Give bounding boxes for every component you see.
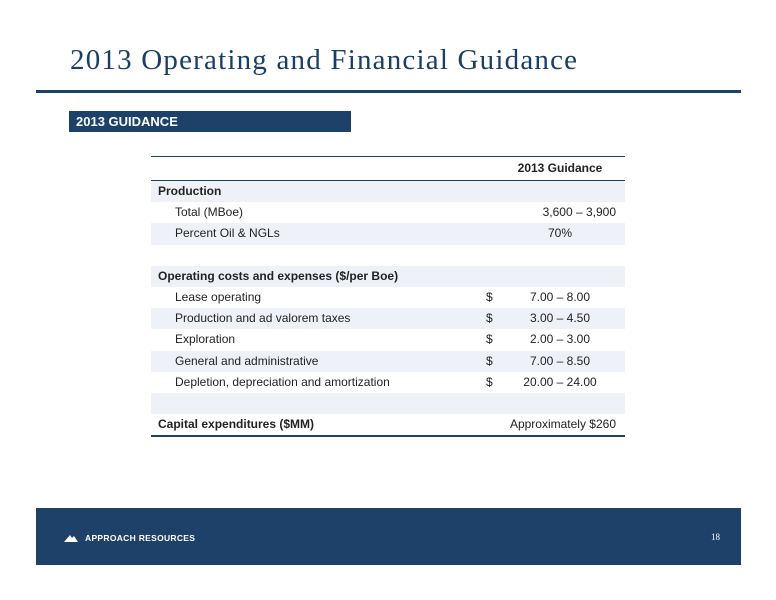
table-row-general-admin xyxy=(151,351,625,372)
guidance-table xyxy=(151,156,625,437)
title-divider xyxy=(36,90,741,93)
row-value: 3.00 – 4.50 xyxy=(529,311,591,326)
table-row-percent-oil xyxy=(151,223,625,244)
row-label: Exploration xyxy=(175,332,236,347)
table-row-production xyxy=(151,181,625,202)
row-value: 7.00 – 8.50 xyxy=(529,353,591,368)
approach-mountain-icon xyxy=(64,534,78,542)
table-row-spacer xyxy=(151,393,625,414)
table-row-lease-operating xyxy=(151,287,625,308)
table-header-row xyxy=(151,157,625,181)
column-header: 2013 Guidance xyxy=(517,161,603,175)
row-label: Percent Oil & NGLs xyxy=(175,226,280,241)
row-label: Production xyxy=(158,184,222,198)
dollar-sign: $ xyxy=(486,353,493,368)
row-label: Total (MBoe) xyxy=(175,205,244,220)
page-number: 18 xyxy=(711,532,720,542)
row-value: 7.00 – 8.00 xyxy=(529,289,591,304)
row-value: 2.00 – 3.00 xyxy=(529,332,591,347)
row-label: Depletion, depreciation and amortization xyxy=(175,374,390,389)
row-value: Approximately $260 xyxy=(509,417,616,432)
page-title: 2013 Operating and Financial Guidance xyxy=(70,44,579,76)
dollar-sign: $ xyxy=(486,289,493,304)
table-row-exploration xyxy=(151,329,625,350)
table-row-production-taxes xyxy=(151,308,625,329)
table-row-operating-costs xyxy=(151,266,625,287)
dollar-sign: $ xyxy=(486,374,493,389)
section-label: 2013 GUIDANCE xyxy=(69,111,351,132)
row-label: Lease operating xyxy=(175,289,262,304)
row-label: Operating costs and expenses ($/per Boe) xyxy=(158,268,399,283)
row-value: 3,600 – 3,900 xyxy=(542,205,616,220)
dollar-sign: $ xyxy=(486,311,493,326)
table-row-spacer xyxy=(151,245,625,266)
footer-bar xyxy=(36,508,741,565)
table-row-total-mboe xyxy=(151,202,625,223)
table-row-dda xyxy=(151,372,625,393)
dollar-sign: $ xyxy=(486,332,493,347)
row-label: General and administrative xyxy=(175,353,319,368)
table-row-capex xyxy=(151,414,625,435)
company-name: APPROACH RESOURCES xyxy=(85,533,196,543)
row-label: Capital expenditures ($MM) xyxy=(158,417,315,432)
row-value: 20.00 – 24.00 xyxy=(523,374,597,389)
row-value: 70% xyxy=(547,226,573,241)
row-label: Production and ad valorem taxes xyxy=(175,311,351,326)
company-logo xyxy=(64,532,195,544)
